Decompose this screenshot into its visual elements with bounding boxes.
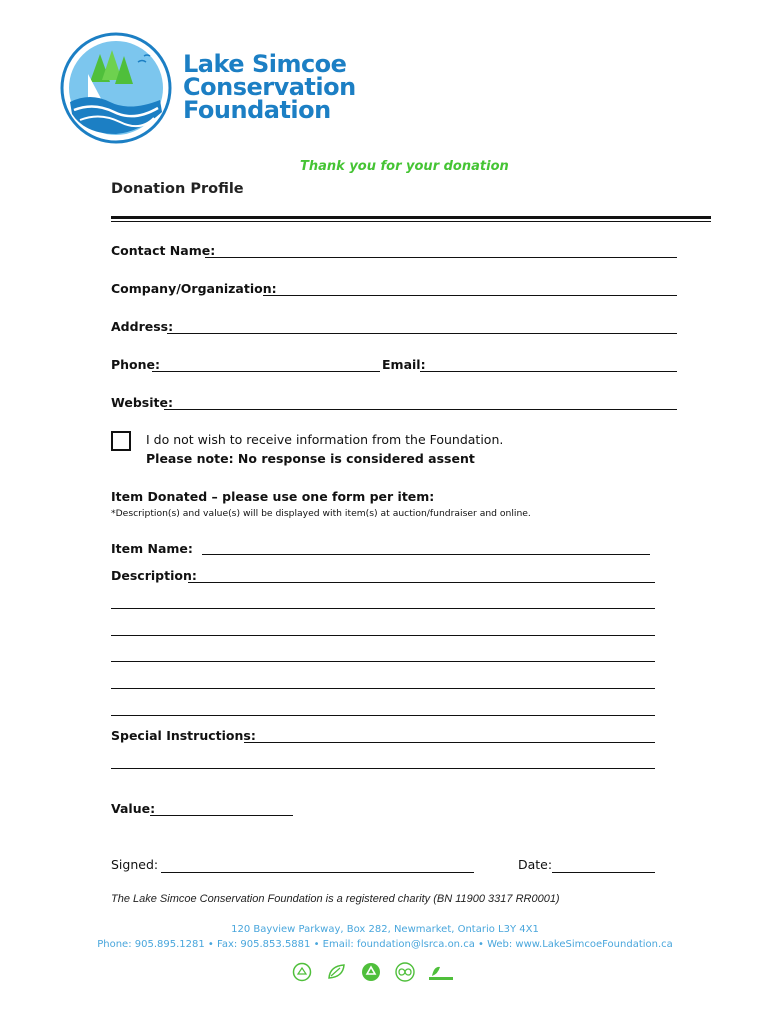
title-divider-thin	[111, 221, 711, 222]
date-label: Date:	[518, 857, 553, 872]
contact-name-field[interactable]	[205, 257, 677, 258]
description-line[interactable]	[111, 661, 655, 662]
logo-name-line1: Lake Simcoe	[183, 50, 347, 78]
description-label: Description:	[111, 568, 197, 583]
title-divider	[111, 216, 711, 219]
infinity-icon	[394, 962, 416, 982]
charity-note: The Lake Simcoe Conservation Foundation is a registered charity (BN 11900 3317 RR0001)	[111, 893, 560, 905]
leaf-certification-icon	[326, 962, 348, 982]
special-instructions-label: Special Instructions:	[111, 728, 256, 743]
phone-field[interactable]	[152, 371, 380, 372]
address-field[interactable]	[167, 333, 677, 334]
foundation-logo	[60, 32, 360, 147]
description-line[interactable]	[111, 635, 655, 636]
opt-out-text: I do not wish to receive information from the Foundation.	[146, 432, 504, 447]
email-label: Email:	[382, 357, 426, 372]
bio-inks-icon	[426, 962, 456, 982]
contact-name-label: Contact Name:	[111, 243, 216, 258]
description-field[interactable]	[188, 582, 655, 583]
signature-field[interactable]	[161, 872, 474, 873]
email-field[interactable]	[420, 371, 677, 372]
website-label: Website:	[111, 395, 173, 410]
thank-you-message: Thank you for your donation	[300, 159, 509, 174]
item-donated-heading: Item Donated – please use one form per item:	[111, 489, 435, 504]
logo-emblem-icon	[60, 32, 172, 144]
opt-out-note: Please note: No response is considered assent	[146, 451, 475, 466]
item-name-label: Item Name:	[111, 541, 193, 556]
address-label: Address:	[111, 319, 174, 334]
logo-name-line2: Conservation	[183, 73, 356, 101]
value-label: Value:	[111, 801, 156, 816]
description-line[interactable]	[111, 688, 655, 689]
form-title: Donation Profile	[111, 181, 244, 197]
footer-contacts: Phone: 905.895.1281 • Fax: 905.853.5881 • Email: foundation@lsrca.on.ca • Web: www.LakeSimcoeFoundation.ca	[97, 939, 673, 950]
logo-name-line3: Foundation	[183, 96, 331, 124]
value-field[interactable]	[150, 815, 293, 816]
date-field[interactable]	[552, 872, 655, 873]
special-instructions-field[interactable]	[244, 742, 655, 743]
company-label: Company/Organization:	[111, 281, 277, 296]
phone-label: Phone:	[111, 357, 161, 372]
description-line[interactable]	[111, 608, 655, 609]
special-instructions-line[interactable]	[111, 768, 655, 769]
footer-address: 120 Bayview Parkway, Box 282, Newmarket, Ontario L3Y 4X1	[231, 924, 539, 935]
description-line[interactable]	[111, 715, 655, 716]
signed-label: Signed:	[111, 857, 159, 872]
item-name-field[interactable]	[202, 554, 650, 555]
recycled-paper-icon	[291, 962, 313, 982]
item-display-note: *Description(s) and value(s) will be displayed with item(s) at auction/fundraiser and online.	[111, 508, 531, 519]
website-field[interactable]	[164, 409, 677, 410]
company-field[interactable]	[263, 295, 677, 296]
recycle-icon	[360, 962, 382, 982]
opt-out-checkbox[interactable]	[111, 431, 131, 451]
